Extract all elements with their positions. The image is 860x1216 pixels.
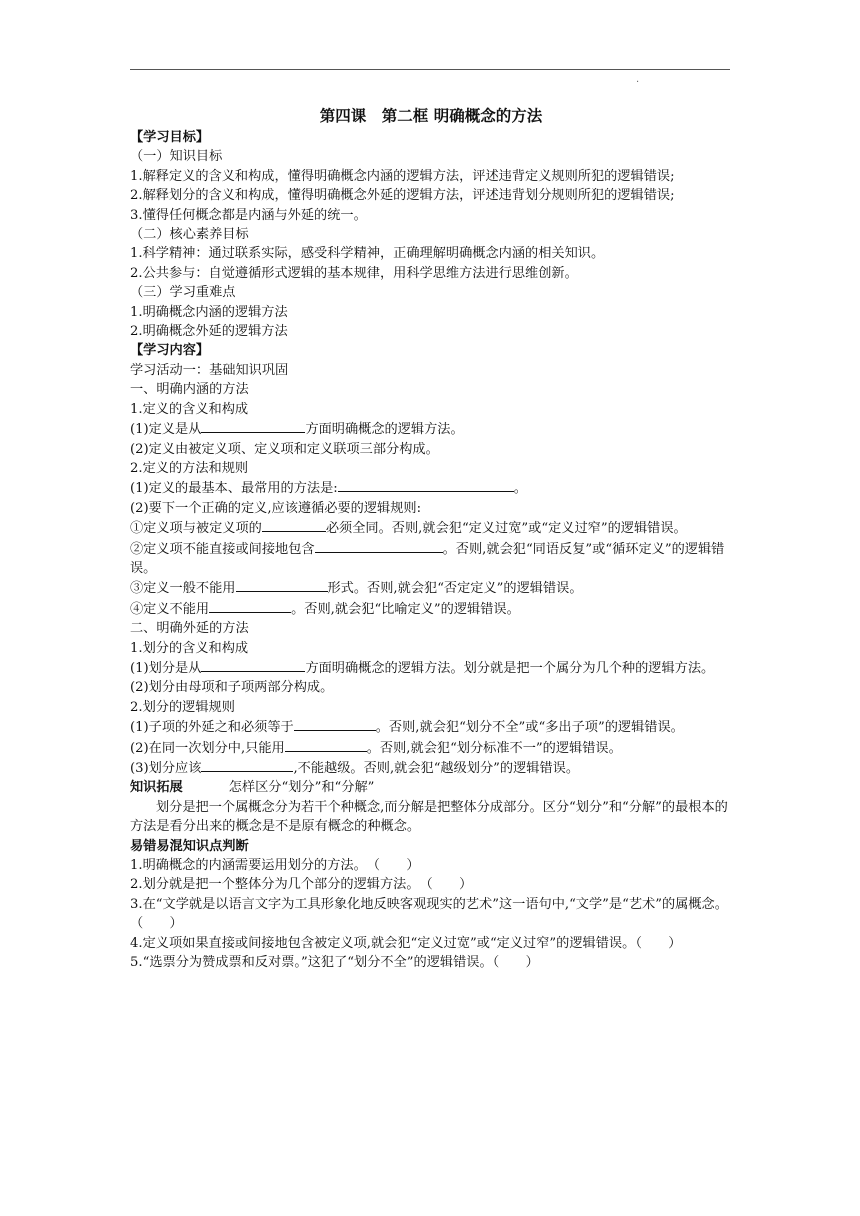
- difficulty-2: 2.明确概念外延的逻辑方法: [130, 324, 288, 340]
- rule-3: ③定义一般不能用 形式。否则,就会犯“否定定义”的逻辑错误。: [130, 578, 732, 598]
- rule-2: ②定义项不能直接或间接地包含 。否则,就会犯“同语反复”或“循环定义”的逻辑错误。: [130, 539, 732, 579]
- knowledge-goal-3: 3.懂得任何概念都是内涵与外延的统一。: [130, 207, 367, 223]
- rule-1: ①定义项与被定义项的 必须全同。否则,就会犯“定义过宽”或“定义过窄”的逻辑错误。: [130, 518, 732, 538]
- fill-blank[interactable]: [315, 539, 443, 553]
- fill-blank[interactable]: [338, 478, 514, 492]
- division-line-1: (1)划分是从 方面明确概念的逻辑方法。划分就是把一个属分为几个种的逻辑方法。: [130, 658, 732, 678]
- division-rule-1: (1)子项的外延之和必须等于 。否则,就会犯“划分不全”或“多出子项”的逻辑错误。: [130, 717, 732, 737]
- document-body: [130, 104, 735, 972]
- goals-section-knowledge: （一）知识目标: [130, 149, 223, 165]
- fill-blank[interactable]: [262, 518, 326, 532]
- knowledge-goal-1: 1.解释定义的含义和构成，懂得明确概念内涵的逻辑方法，评述违背定义规则所犯的逻辑错误;: [130, 168, 675, 184]
- extension-label: 知识拓展: [130, 780, 183, 796]
- fill-blank[interactable]: [285, 738, 367, 752]
- extension-topic: 怎样区分“划分”和“分解”: [228, 780, 375, 796]
- division-line-2: (2)划分由母项和子项两部分构成。: [130, 680, 334, 696]
- goals-section-core: （二）核心素养目标: [130, 227, 249, 243]
- judge-item-4: 4.定义项如果直接或间接地包含被定义项,就会犯“定义过宽”或“定义过窄”的逻辑错误。（ ）: [130, 935, 682, 951]
- definition-line-1: (1)定义是从 方面明确概念的逻辑方法。: [130, 419, 732, 439]
- judge-heading: 易错易混知识点判断: [130, 838, 249, 854]
- goals-section-difficulty: （三）学习重难点: [130, 285, 236, 301]
- core-goal-2: 2.公共参与：自觉遵循形式逻辑的基本规律，用科学思维方法进行思维创新。: [130, 265, 578, 281]
- fill-blank[interactable]: [201, 658, 305, 672]
- extension-line: [130, 778, 732, 797]
- header-mark: .: [636, 74, 640, 85]
- division-rule-3: (3)划分应该 ,不能越级。否则,就会犯“越级划分”的逻辑错误。: [130, 758, 732, 778]
- rule-4: ④定义不能用 。否则,就会犯“比喻定义”的逻辑错误。: [130, 599, 732, 619]
- fill-blank[interactable]: [201, 758, 293, 772]
- activity-title: 学习活动一：基础知识巩固: [130, 362, 289, 378]
- content-heading: 【学习内容】: [130, 343, 210, 359]
- extension-body: 划分是把一个属概念分为若干个种概念,而分解是把整体分成部分。区分“划分”和“分解”的最根本的方法是看分出来的概念是不是原有概念的种概念。: [130, 799, 728, 835]
- core-goal-1: 1.科学精神：通过联系实际，感受科学精神，正确理解明确概念内涵的相关知识。: [130, 246, 605, 262]
- judge-item-3: 3.在“文学就是以语言文字为工具形象化地反映客观现实的艺术”这一语句中,“文学”是“艺术”的属概念。 （ ）: [130, 896, 735, 932]
- knowledge-goal-2: 2.解释划分的含义和构成，懂得明确概念外延的逻辑方法，评述违背划分规则所犯的逻辑错误;: [130, 188, 675, 204]
- difficulty-1: 1.明确概念内涵的逻辑方法: [130, 304, 288, 320]
- division-rule-2: (2)在同一次划分中,只能用 。否则,就会犯“划分标准不一”的逻辑错误。: [130, 738, 732, 758]
- definition-method-line: (1)定义的最基本、最常用的方法是: 。: [130, 478, 732, 498]
- page-title: 第四课 第二框 明确概念的方法: [319, 107, 543, 125]
- division-subtitle: 1.划分的含义和构成: [130, 640, 249, 656]
- fill-blank[interactable]: [201, 419, 305, 433]
- definition-rules-intro: (2)要下一个正确的定义,应该遵循必要的逻辑规则:: [130, 500, 422, 516]
- judge-item-5: 5.“选票分为赞成票和反对票。”这犯了“划分不全”的逻辑错误。（ ）: [130, 955, 539, 971]
- definition-line-2: (2)定义由被定义项、定义项和定义联项三部分构成。: [130, 441, 439, 457]
- part1-title: 一、明确内涵的方法: [130, 382, 249, 398]
- definition-subtitle: 1.定义的含义和构成: [130, 401, 249, 417]
- division-rules-subtitle: 2.划分的逻辑规则: [130, 699, 235, 715]
- goals-heading: 【学习目标】: [130, 130, 210, 145]
- header-rule: [130, 69, 730, 70]
- fill-blank[interactable]: [236, 578, 328, 592]
- judge-item-1: 1.明确概念的内涵需要运用划分的方法。 （ ）: [130, 858, 420, 874]
- fill-blank[interactable]: [294, 717, 376, 731]
- fill-blank[interactable]: [209, 599, 291, 613]
- judge-item-2: 2.划分就是把一个整体分为几个部分的逻辑方法。 （ ）: [130, 877, 473, 893]
- definition-rules-subtitle: 2.定义的方法和规则: [130, 460, 249, 476]
- part2-title: 二、明确外延的方法: [130, 621, 249, 637]
